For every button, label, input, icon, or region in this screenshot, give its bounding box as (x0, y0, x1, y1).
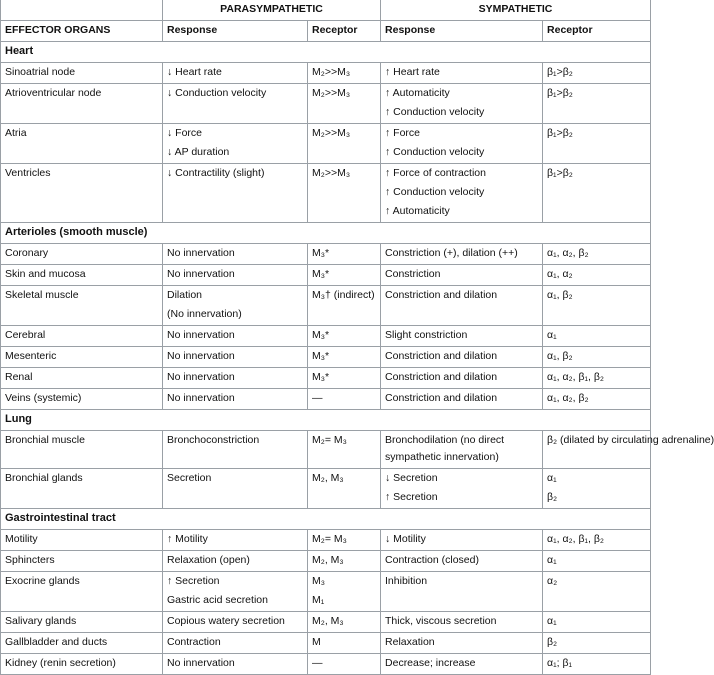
effector-organ-cell: Salivary glands (1, 612, 163, 633)
effector-organ-cell: Ventricles (1, 164, 163, 223)
sympathetic-response-cell (381, 124, 543, 164)
parasympathetic-receptor-cell (308, 551, 381, 572)
sympathetic-receptor-line: α₂ (547, 575, 558, 587)
sympathetic-response-cell (381, 326, 543, 347)
parasympathetic-response-line: Copious watery secretion (167, 615, 285, 627)
table-row (1, 84, 651, 124)
effector-organ-cell: Coronary (1, 244, 163, 265)
parasympathetic-response-header: Response (163, 21, 308, 42)
column-header-row (1, 21, 651, 42)
parasympathetic-response-line: ↑ Secretion (167, 575, 220, 587)
sympathetic-receptor-line: β₁>β₂ (547, 66, 573, 78)
table-row (1, 469, 651, 509)
sympathetic-response-cell (381, 633, 543, 654)
parasympathetic-response-cell (163, 572, 308, 612)
blank-header-cell (1, 0, 163, 21)
table-row (1, 347, 651, 368)
sympathetic-response-line: ↑ Automaticity (385, 205, 450, 217)
parasympathetic-response-cell (163, 469, 308, 509)
sympathetic-receptor-cell (543, 326, 651, 347)
sympathetic-response-cell (381, 84, 543, 124)
parasympathetic-receptor-line: M₂, M₃ (312, 615, 344, 627)
sympathetic-receptor-cell (543, 654, 651, 675)
parasympathetic-receptor-cell (308, 654, 381, 675)
parasympathetic-receptor-line: M₃* (312, 329, 330, 341)
sympathetic-receptor-line: α₁ (547, 329, 557, 341)
table-row (1, 530, 651, 551)
parasympathetic-response-cell (163, 431, 308, 469)
parasympathetic-response-line: No innervation (167, 350, 235, 362)
sympathetic-response-cell (381, 244, 543, 265)
sympathetic-receptor-cell (543, 431, 714, 469)
parasympathetic-receptor-cell (308, 612, 381, 633)
parasympathetic-response-cell (163, 389, 308, 410)
table-row (1, 654, 651, 675)
table-row (1, 572, 651, 612)
effector-organ-cell: Motility (1, 530, 163, 551)
parasympathetic-response-line: (No innervation) (167, 308, 242, 320)
sympathetic-receptor-cell (543, 633, 651, 654)
sympathetic-receptor-line: β₁>β₂ (547, 167, 573, 179)
sympathetic-response-line: Constriction and dilation (385, 392, 498, 404)
parasympathetic-receptor-line: M₃ (312, 575, 326, 587)
sympathetic-response-line: Thick, viscous secretion (385, 615, 497, 627)
parasympathetic-response-cell (163, 654, 308, 675)
sympathetic-receptor-line: β₁>β₂ (547, 87, 573, 99)
sympathetic-receptor-line: α₁, α₂, β₁, β₂ (547, 371, 604, 383)
table-row (1, 612, 651, 633)
parasympathetic-response-cell (163, 164, 308, 223)
sympathetic-receptor-line: α₁ (547, 472, 557, 484)
effector-organ-cell: Atria (1, 124, 163, 164)
parasympathetic-receptor-cell (308, 431, 381, 469)
sympathetic-receptor-cell (543, 286, 651, 326)
parasympathetic-receptor-line: M₃* (312, 247, 330, 259)
parasympathetic-receptor-cell (308, 389, 381, 410)
sympathetic-response-line: ↓ Motility (385, 533, 426, 545)
table-row (1, 368, 651, 389)
system-header-row (1, 0, 651, 21)
sympathetic-response-line: Relaxation (385, 636, 435, 648)
parasympathetic-response-cell (163, 244, 308, 265)
effector-organ-cell: Gallbladder and ducts (1, 633, 163, 654)
parasympathetic-response-line: No innervation (167, 392, 235, 404)
sympathetic-receptor-header: Receptor (543, 21, 651, 42)
parasympathetic-receptor-cell (308, 124, 381, 164)
parasympathetic-response-cell (163, 265, 308, 286)
sympathetic-receptor-cell (543, 612, 651, 633)
sympathetic-receptor-cell (543, 551, 651, 572)
parasympathetic-receptor-line: M (312, 636, 321, 648)
parasympathetic-response-line: Dilation (167, 289, 203, 301)
parasympathetic-response-cell (163, 326, 308, 347)
parasympathetic-response-line: ↓ Conduction velocity (167, 87, 267, 99)
effector-organ-cell: Skeletal muscle (1, 286, 163, 326)
sympathetic-receptor-cell (543, 469, 651, 509)
effector-organ-cell: Bronchial muscle (1, 431, 163, 469)
sympathetic-receptor-line: β₁>β₂ (547, 127, 573, 139)
table-row (1, 286, 651, 326)
effector-organ-cell: Skin and mucosa (1, 265, 163, 286)
parasympathetic-receptor-line: — (312, 392, 323, 404)
sympathetic-response-line: Constriction and dilation (385, 371, 498, 383)
effector-organ-cell: Sinoatrial node (1, 63, 163, 84)
section-row (1, 410, 651, 431)
parasympathetic-receptor-cell (308, 633, 381, 654)
sympathetic-response-line: ↑ Conduction velocity (385, 106, 485, 118)
parasympathetic-receptor-line: M₃* (312, 268, 330, 280)
parasympathetic-receptor-cell (308, 244, 381, 265)
table-row (1, 124, 651, 164)
sympathetic-response-line: ↑ Conduction velocity (385, 146, 485, 158)
parasympathetic-response-line: ↓ Contractility (slight) (167, 167, 265, 179)
sympathetic-response-line: Inhibition (385, 575, 428, 587)
parasympathetic-receptor-header: Receptor (308, 21, 381, 42)
table-row (1, 265, 651, 286)
effector-organ-cell: Mesenteric (1, 347, 163, 368)
sympathetic-receptor-line: α₁ (547, 554, 557, 566)
parasympathetic-response-cell (163, 347, 308, 368)
parasympathetic-response-line: Gastric acid secretion (167, 594, 268, 606)
sympathetic-receptor-cell (543, 265, 651, 286)
parasympathetic-response-line: ↓ Force (167, 127, 203, 139)
sympathetic-response-cell (381, 469, 543, 509)
sympathetic-receptor-cell (543, 164, 651, 223)
parasympathetic-receptor-cell (308, 326, 381, 347)
parasympathetic-response-line: ↑ Motility (167, 533, 208, 545)
section-row (1, 509, 651, 530)
effector-organs-header: EFFECTOR ORGANS (1, 21, 163, 42)
sympathetic-header: SYMPATHETIC (381, 0, 651, 21)
parasympathetic-header: PARASYMPATHETIC (163, 0, 381, 21)
parasympathetic-receptor-cell (308, 286, 381, 326)
parasympathetic-receptor-cell (308, 530, 381, 551)
table-row (1, 431, 651, 469)
section-title: Lung (1, 410, 651, 431)
parasympathetic-response-line: No innervation (167, 657, 235, 669)
section-title: Heart (1, 42, 651, 63)
section-row (1, 42, 651, 63)
sympathetic-response-line: Constriction (+), dilation (++) (385, 247, 518, 259)
parasympathetic-receptor-line: M₂= M₃ (312, 434, 347, 446)
parasympathetic-response-line: Secretion (167, 472, 212, 484)
parasympathetic-receptor-line: M₂>>M₃ (312, 167, 351, 179)
sympathetic-response-cell (381, 530, 543, 551)
parasympathetic-receptor-cell (308, 164, 381, 223)
parasympathetic-receptor-cell (308, 84, 381, 124)
parasympathetic-response-line: No innervation (167, 371, 235, 383)
effector-organ-cell: Veins (systemic) (1, 389, 163, 410)
sympathetic-receptor-cell (543, 63, 651, 84)
table-row (1, 389, 651, 410)
effector-organ-cell: Cerebral (1, 326, 163, 347)
parasympathetic-response-line: ↓ AP duration (167, 146, 230, 158)
sympathetic-response-cell (381, 63, 543, 84)
parasympathetic-response-line: ↓ Heart rate (167, 66, 222, 78)
parasympathetic-response-cell (163, 286, 308, 326)
table-row (1, 633, 651, 654)
sympathetic-receptor-cell (543, 530, 651, 551)
sympathetic-response-cell (381, 572, 543, 612)
sympathetic-receptor-cell (543, 368, 651, 389)
parasympathetic-receptor-line: — (312, 657, 323, 669)
parasympathetic-response-cell (163, 368, 308, 389)
parasympathetic-receptor-line: M₂>>M₃ (312, 127, 351, 139)
sympathetic-response-line: ↑ Heart rate (385, 66, 440, 78)
sympathetic-response-line: ↑ Force of contraction (385, 167, 486, 179)
effector-organ-cell: Kidney (renin secretion) (1, 654, 163, 675)
parasympathetic-receptor-line: M₁ (312, 594, 325, 606)
parasympathetic-response-cell (163, 612, 308, 633)
parasympathetic-receptor-line: M₂, M₃ (312, 554, 344, 566)
effector-organ-cell: Exocrine glands (1, 572, 163, 612)
section-title: Arterioles (smooth muscle) (1, 223, 651, 244)
parasympathetic-receptor-line: M₂>>M₃ (312, 66, 351, 78)
parasympathetic-receptor-cell (308, 63, 381, 84)
table-row (1, 244, 651, 265)
sympathetic-receptor-cell (543, 124, 651, 164)
sympathetic-receptor-line: β₂ (547, 491, 558, 503)
sympathetic-receptor-cell (543, 84, 651, 124)
sympathetic-receptor-cell (543, 347, 651, 368)
parasympathetic-receptor-cell (308, 368, 381, 389)
parasympathetic-response-line: Relaxation (open) (167, 554, 250, 566)
parasympathetic-receptor-line: M₃† (indirect) (312, 289, 375, 301)
parasympathetic-response-line: No innervation (167, 268, 235, 280)
sympathetic-response-cell (381, 612, 543, 633)
parasympathetic-response-cell (163, 530, 308, 551)
sympathetic-receptor-line: α₁; β₁ (547, 657, 573, 669)
sympathetic-receptor-line: β₂ (547, 636, 558, 648)
sympathetic-receptor-cell (543, 389, 651, 410)
sympathetic-receptor-cell (543, 572, 651, 612)
effector-organ-cell: Sphincters (1, 551, 163, 572)
sympathetic-response-cell (381, 164, 543, 223)
section-row (1, 223, 651, 244)
sympathetic-receptor-line: α₁ (547, 615, 557, 627)
parasympathetic-receptor-line: M₂, M₃ (312, 472, 344, 484)
sympathetic-response-line: Decrease; increase (385, 657, 476, 669)
parasympathetic-receptor-cell (308, 347, 381, 368)
sympathetic-response-cell (381, 265, 543, 286)
section-title: Gastrointestinal tract (1, 509, 651, 530)
sympathetic-response-line: Bronchodilation (no direct sympathetic innervation) (385, 434, 505, 463)
sympathetic-response-line: ↑ Automaticity (385, 87, 450, 99)
parasympathetic-response-cell (163, 551, 308, 572)
sympathetic-response-line: Constriction (385, 268, 441, 280)
table-row (1, 551, 651, 572)
sympathetic-receptor-line: α₁, α₂ (547, 268, 573, 280)
sympathetic-receptor-line: α₁, β₂ (547, 350, 573, 362)
parasympathetic-response-cell (163, 124, 308, 164)
parasympathetic-response-cell (163, 63, 308, 84)
table-row (1, 326, 651, 347)
effector-organ-cell: Bronchial glands (1, 469, 163, 509)
sympathetic-receptor-cell (543, 244, 651, 265)
parasympathetic-response-line: Contraction (167, 636, 221, 648)
effector-organ-cell: Atrioventricular node (1, 84, 163, 124)
parasympathetic-receptor-cell (308, 265, 381, 286)
table-row (1, 63, 651, 84)
sympathetic-response-line: ↑ Secretion (385, 491, 438, 503)
sympathetic-response-cell (381, 286, 543, 326)
sympathetic-response-line: Slight constriction (385, 329, 468, 341)
parasympathetic-response-cell (163, 633, 308, 654)
sympathetic-response-cell (381, 389, 543, 410)
sympathetic-response-line: Constriction and dilation (385, 289, 498, 301)
table-body (1, 0, 714, 675)
parasympathetic-response-cell (163, 84, 308, 124)
sympathetic-response-cell (381, 368, 543, 389)
sympathetic-receptor-line: α₁, α₂, β₂ (547, 392, 589, 404)
parasympathetic-receptor-line: M₃* (312, 350, 330, 362)
parasympathetic-receptor-cell (308, 469, 381, 509)
parasympathetic-response-line: No innervation (167, 329, 235, 341)
sympathetic-receptor-line: α₁, β₂ (547, 289, 573, 301)
table-row (1, 164, 651, 223)
sympathetic-receptor-line: α₁, α₂, β₁, β₂ (547, 533, 604, 545)
sympathetic-response-cell (381, 654, 543, 675)
parasympathetic-receptor-line: M₃* (312, 371, 330, 383)
sympathetic-receptor-line: β₂ (dilated by circulating adrenaline) (547, 434, 714, 446)
sympathetic-response-cell (381, 551, 543, 572)
parasympathetic-receptor-line: M₂= M₃ (312, 533, 347, 545)
sympathetic-response-line: ↑ Conduction velocity (385, 186, 485, 198)
sympathetic-receptor-line: α₁, α₂, β₂ (547, 247, 589, 259)
sympathetic-response-line: ↓ Secretion (385, 472, 438, 484)
parasympathetic-receptor-line: M₂>>M₃ (312, 87, 351, 99)
sympathetic-response-line: Contraction (closed) (385, 554, 479, 566)
sympathetic-response-cell (381, 431, 543, 469)
sympathetic-response-header: Response (381, 21, 543, 42)
effector-organ-cell: Renal (1, 368, 163, 389)
sympathetic-response-cell (381, 347, 543, 368)
parasympathetic-receptor-cell (308, 572, 381, 612)
sympathetic-response-line: ↑ Force (385, 127, 421, 139)
parasympathetic-response-line: Bronchoconstriction (167, 434, 260, 446)
sympathetic-response-line: Constriction and dilation (385, 350, 498, 362)
parasympathetic-response-line: No innervation (167, 247, 235, 259)
